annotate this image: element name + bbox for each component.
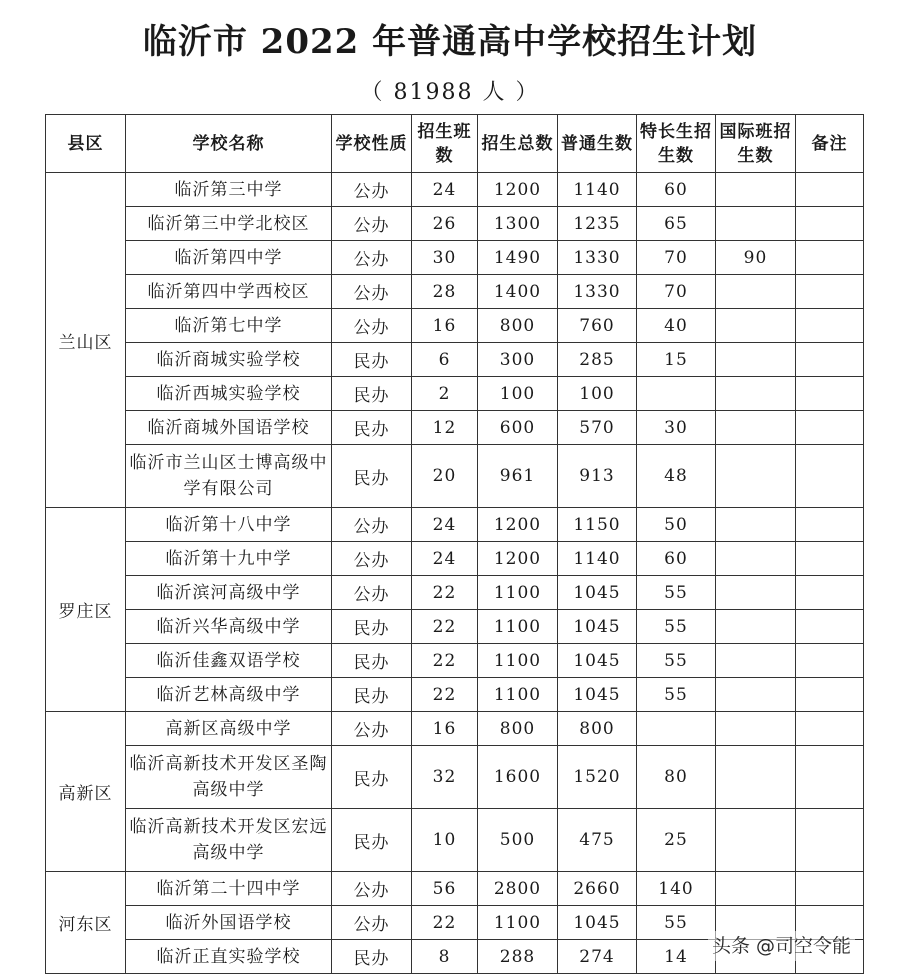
classes-cell: 2 (412, 377, 478, 411)
total-cell: 800 (478, 712, 558, 746)
header-row (46, 115, 864, 173)
regular-cell: 475 (558, 809, 637, 872)
nature-cell: 民办 (332, 746, 412, 809)
total-cell: 600 (478, 411, 558, 445)
intl-cell: 90 (716, 241, 796, 275)
total-cell: 1600 (478, 746, 558, 809)
table-row (46, 241, 864, 275)
regular-cell: 100 (558, 377, 637, 411)
header-regular: 普通生数 (558, 115, 637, 173)
note-cell (796, 576, 864, 610)
nature-cell: 公办 (332, 508, 412, 542)
note-cell (796, 173, 864, 207)
school-cell: 临沂高新技术开发区宏远高级中学 (126, 809, 332, 872)
note-cell (796, 275, 864, 309)
county-cell: 河东区 (46, 872, 126, 974)
note-cell (796, 343, 864, 377)
nature-cell: 民办 (332, 411, 412, 445)
school-cell: 高新区高级中学 (126, 712, 332, 746)
table-row (46, 576, 864, 610)
header-nature: 学校性质 (332, 115, 412, 173)
classes-cell: 32 (412, 746, 478, 809)
intl-cell (716, 275, 796, 309)
table-row (46, 610, 864, 644)
classes-cell: 56 (412, 872, 478, 906)
special-cell: 55 (637, 906, 716, 940)
school-cell: 临沂外国语学校 (126, 906, 332, 940)
classes-cell: 22 (412, 678, 478, 712)
table-body (46, 173, 864, 974)
nature-cell: 公办 (332, 712, 412, 746)
table-row (46, 411, 864, 445)
intl-cell (716, 644, 796, 678)
total-cell: 1490 (478, 241, 558, 275)
county-cell: 罗庄区 (46, 508, 126, 712)
regular-cell: 1330 (558, 275, 637, 309)
regular-cell: 1045 (558, 576, 637, 610)
nature-cell: 公办 (332, 906, 412, 940)
nature-cell: 公办 (332, 872, 412, 906)
note-cell (796, 809, 864, 872)
note-cell (796, 678, 864, 712)
intl-cell (716, 411, 796, 445)
regular-cell: 1045 (558, 906, 637, 940)
special-cell: 14 (637, 940, 716, 974)
intl-cell (716, 576, 796, 610)
classes-cell: 28 (412, 275, 478, 309)
total-cell: 1100 (478, 576, 558, 610)
intl-cell (716, 678, 796, 712)
intl-cell (716, 343, 796, 377)
school-cell: 临沂商城实验学校 (126, 343, 332, 377)
regular-cell: 570 (558, 411, 637, 445)
regular-cell: 1235 (558, 207, 637, 241)
special-cell: 48 (637, 445, 716, 508)
total-cell: 1100 (478, 644, 558, 678)
total-cell: 100 (478, 377, 558, 411)
note-cell (796, 445, 864, 508)
classes-cell: 10 (412, 809, 478, 872)
page-title: 临沂市 2022 年普通高中学校招生计划 (142, 22, 758, 62)
nature-cell: 公办 (332, 207, 412, 241)
school-cell: 临沂兴华高级中学 (126, 610, 332, 644)
nature-cell: 公办 (332, 173, 412, 207)
total-cell: 1100 (478, 678, 558, 712)
note-cell (796, 309, 864, 343)
table-row (46, 644, 864, 678)
school-cell: 临沂第四中学 (126, 241, 332, 275)
total-cell: 1400 (478, 275, 558, 309)
total-cell: 1200 (478, 508, 558, 542)
regular-cell: 1045 (558, 610, 637, 644)
note-cell (796, 207, 864, 241)
special-cell (637, 377, 716, 411)
note-cell (796, 610, 864, 644)
special-cell: 50 (637, 508, 716, 542)
regular-cell: 1045 (558, 678, 637, 712)
table-row (46, 309, 864, 343)
note-cell (796, 411, 864, 445)
regular-cell: 285 (558, 343, 637, 377)
special-cell (637, 712, 716, 746)
special-cell: 55 (637, 678, 716, 712)
intl-cell (716, 712, 796, 746)
regular-cell: 1150 (558, 508, 637, 542)
note-cell (796, 542, 864, 576)
nature-cell: 公办 (332, 576, 412, 610)
classes-cell: 24 (412, 508, 478, 542)
intl-cell (716, 610, 796, 644)
table-row (46, 872, 864, 906)
regular-cell: 274 (558, 940, 637, 974)
total-cell: 1100 (478, 906, 558, 940)
note-cell (796, 872, 864, 906)
note-cell (796, 377, 864, 411)
school-cell: 临沂第四中学西校区 (126, 275, 332, 309)
total-cell: 288 (478, 940, 558, 974)
note-cell (796, 746, 864, 809)
header-note: 备注 (796, 115, 864, 173)
classes-cell: 22 (412, 644, 478, 678)
regular-cell: 2660 (558, 872, 637, 906)
header-classes: 招生班数 (412, 115, 478, 173)
nature-cell: 公办 (332, 309, 412, 343)
note-cell (796, 508, 864, 542)
special-cell: 55 (637, 644, 716, 678)
table-row (46, 377, 864, 411)
special-cell: 60 (637, 173, 716, 207)
nature-cell: 公办 (332, 241, 412, 275)
nature-cell: 民办 (332, 644, 412, 678)
intl-cell (716, 173, 796, 207)
nature-cell: 公办 (332, 542, 412, 576)
intl-cell (716, 309, 796, 343)
classes-cell: 26 (412, 207, 478, 241)
special-cell: 70 (637, 241, 716, 275)
header-school: 学校名称 (126, 115, 332, 173)
school-cell: 临沂第二十四中学 (126, 872, 332, 906)
regular-cell: 760 (558, 309, 637, 343)
table-row (46, 508, 864, 542)
total-cell: 2800 (478, 872, 558, 906)
total-cell: 1300 (478, 207, 558, 241)
school-cell: 临沂佳鑫双语学校 (126, 644, 332, 678)
special-cell: 65 (637, 207, 716, 241)
special-cell: 60 (637, 542, 716, 576)
special-cell: 40 (637, 309, 716, 343)
intl-cell (716, 809, 796, 872)
school-cell: 临沂商城外国语学校 (126, 411, 332, 445)
total-cell: 800 (478, 309, 558, 343)
intl-cell (716, 872, 796, 906)
classes-cell: 22 (412, 906, 478, 940)
nature-cell: 民办 (332, 610, 412, 644)
county-cell: 兰山区 (46, 173, 126, 508)
classes-cell: 8 (412, 940, 478, 974)
school-cell: 临沂市兰山区士博高级中学有限公司 (126, 445, 332, 508)
header-intl: 国际班招生数 (716, 115, 796, 173)
table-row (46, 678, 864, 712)
header-special: 特长生招生数 (637, 115, 716, 173)
classes-cell: 30 (412, 241, 478, 275)
note-cell (796, 644, 864, 678)
classes-cell: 22 (412, 610, 478, 644)
school-cell: 临沂艺林高级中学 (126, 678, 332, 712)
school-cell: 临沂西城实验学校 (126, 377, 332, 411)
classes-cell: 16 (412, 309, 478, 343)
school-cell: 临沂第三中学北校区 (126, 207, 332, 241)
intl-cell (716, 746, 796, 809)
table-row (46, 275, 864, 309)
intl-cell (716, 207, 796, 241)
classes-cell: 20 (412, 445, 478, 508)
total-cell: 1200 (478, 542, 558, 576)
nature-cell: 民办 (332, 377, 412, 411)
regular-cell: 1330 (558, 241, 637, 275)
table-row (46, 343, 864, 377)
header-county: 县区 (46, 115, 126, 173)
regular-cell: 1520 (558, 746, 637, 809)
special-cell: 55 (637, 576, 716, 610)
classes-cell: 12 (412, 411, 478, 445)
intl-cell (716, 377, 796, 411)
classes-cell: 16 (412, 712, 478, 746)
intl-cell (716, 542, 796, 576)
nature-cell: 民办 (332, 940, 412, 974)
school-cell: 临沂第十九中学 (126, 542, 332, 576)
total-cell: 1100 (478, 610, 558, 644)
table-row (46, 173, 864, 207)
special-cell: 55 (637, 610, 716, 644)
nature-cell: 民办 (332, 445, 412, 508)
table-row (46, 746, 864, 809)
total-cell: 1200 (478, 173, 558, 207)
total-cell: 961 (478, 445, 558, 508)
classes-cell: 24 (412, 542, 478, 576)
nature-cell: 公办 (332, 275, 412, 309)
classes-cell: 22 (412, 576, 478, 610)
regular-cell: 1140 (558, 542, 637, 576)
total-cell: 300 (478, 343, 558, 377)
special-cell: 140 (637, 872, 716, 906)
nature-cell: 民办 (332, 809, 412, 872)
special-cell: 15 (637, 343, 716, 377)
school-cell: 临沂第十八中学 (126, 508, 332, 542)
intl-cell (716, 508, 796, 542)
nature-cell: 民办 (332, 678, 412, 712)
school-cell: 临沂第三中学 (126, 173, 332, 207)
special-cell: 25 (637, 809, 716, 872)
note-cell (796, 241, 864, 275)
county-cell: 高新区 (46, 712, 126, 872)
table-row (46, 445, 864, 508)
classes-cell: 6 (412, 343, 478, 377)
regular-cell: 800 (558, 712, 637, 746)
school-cell: 临沂正直实验学校 (126, 940, 332, 974)
school-cell: 临沂第七中学 (126, 309, 332, 343)
classes-cell: 24 (412, 173, 478, 207)
school-cell: 临沂滨河高级中学 (126, 576, 332, 610)
nature-cell: 民办 (332, 343, 412, 377)
table-row (46, 712, 864, 746)
special-cell: 30 (637, 411, 716, 445)
table-row (46, 542, 864, 576)
special-cell: 80 (637, 746, 716, 809)
enrollment-plan-table (45, 114, 864, 974)
total-cell: 500 (478, 809, 558, 872)
table-row (46, 809, 864, 872)
header-total: 招生总数 (478, 115, 558, 173)
school-cell: 临沂高新技术开发区圣陶高级中学 (126, 746, 332, 809)
intl-cell (716, 445, 796, 508)
regular-cell: 1045 (558, 644, 637, 678)
table-row (46, 207, 864, 241)
note-cell (796, 712, 864, 746)
regular-cell: 913 (558, 445, 637, 508)
watermark: 头条 @司空令能 (708, 931, 855, 961)
page-subtitle: （ 81988 人 ） (360, 80, 540, 105)
special-cell: 70 (637, 275, 716, 309)
regular-cell: 1140 (558, 173, 637, 207)
